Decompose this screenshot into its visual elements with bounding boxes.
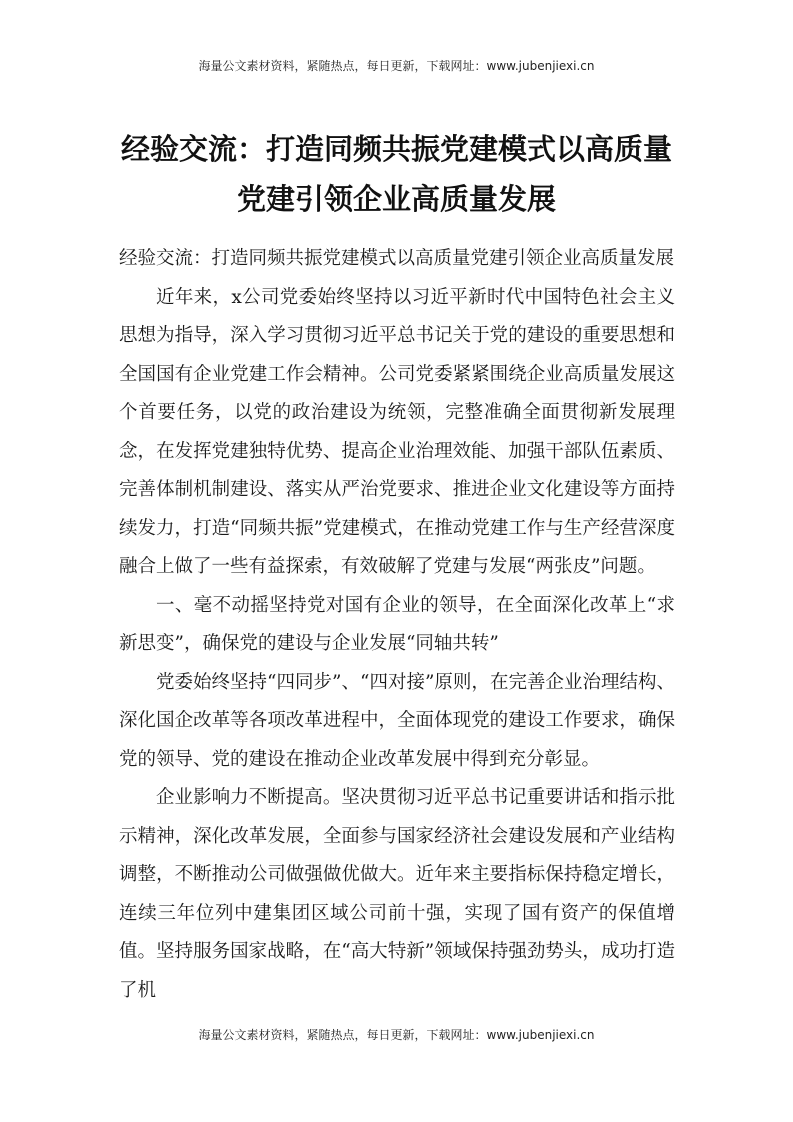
section-heading: 一、毫不动摇坚持党对国有企业的领导，在全面深化改革上“求新思变”，确保党的建设与企业发展“同轴共转”	[119, 594, 675, 654]
document-body	[119, 240, 675, 1010]
body-paragraph: 党委始终坚持“四同步”、“四对接”原则，在完善企业治理结构、深化国企改革等各项改革进程中，全面体现党的建设工作要求，确保党的领导、党的建设在推动企业改革发展中得到充分彰显。	[119, 671, 675, 770]
document-title	[100, 124, 693, 224]
title-line-1: 经验交流：打造同频共振党建模式以高质量	[120, 132, 672, 166]
body-paragraph: 企业影响力不断提高。坚决贯彻习近平总书记重要讲话和指示批示精神，深化改革发展，全面参与国家经济社会建设发展和产业结构调整，不断推动公司做强做优做大。近年来主要指标保持稳定增长，连续三年位列中建集团区域公司前十强，实现了国有资产的保值增值。坚持服务国家战略，在“高大特新”领域保持强劲势头，成功打造了机	[119, 787, 675, 1001]
header-note: 海量公文素材资料，紧随热点，每日更新，下载网址：www.jubenjiexi.cn	[198, 59, 595, 73]
footer-note: 海量公文素材资料，紧随热点，每日更新，下载网址：www.jubenjiexi.cn	[198, 1028, 595, 1042]
title-line-2: 党建引领企业高质量发展	[236, 182, 556, 216]
body-paragraph: 近年来，x公司党委始终坚持以习近平新时代中国特色社会主义思想为指导，深入学习贯彻习近平总书记关于党的建设的重要思想和全国国有企业党建工作会精神。公司党委紧紧围绕企业高质量发展这个首要任务，以党的政治建设为统领，完整准确全面贯彻新发展理念，在发挥党建独特优势、提高企业治理效能、加强干部队伍素质、完善体制机制建设、落实从严治党要求、推进企业文化建设等方面持续发力，打造“同频共振”党建模式，在推动党建工作与生产经营深度融合上做了一些有益探索，有效破解了党建与发展“两张皮”问题。	[119, 286, 675, 577]
subtitle-paragraph: 经验交流：打造同频共振党建模式以高质量党建引领企业高质量发展	[119, 248, 675, 269]
